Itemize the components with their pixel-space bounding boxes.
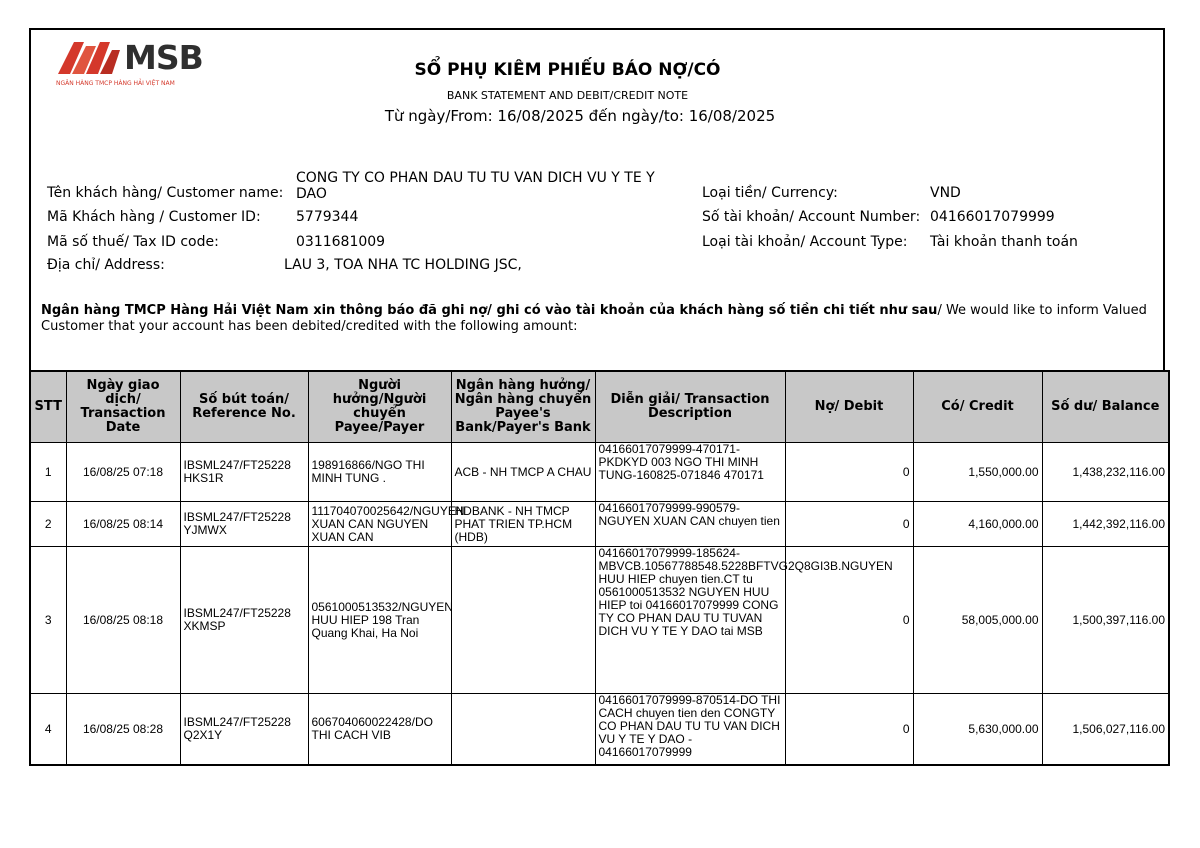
cell-debit: 0 [785,547,913,694]
header-desc: Diễn giải/ Transaction Description [595,371,785,443]
cell-credit: 1,550,000.00 [913,443,1042,502]
customer-name-value-line2: DAO [296,186,327,202]
account-number-label: Số tài khoản/ Account Number: [702,209,921,225]
cell-desc: 04166017079999-990579-NGUYEN XUAN CAN chuyen tien [595,502,785,547]
table-header-row [30,371,1169,443]
address-value: LAU 3, TOA NHA TC HOLDING JSC, [284,257,522,273]
cell-desc: 04166017079999-185624-MBVCB.10567788548.5228BFTVG2Q8GI3B.NGUYEN HUU HIEP chuyen tien.CT tu 0561000513532 NGUYEN HUU HIEP toi 04166017079999 CONG TY CO PHAN DAU TU TUVAN DICH VU Y TE Y DAO tai MSB [595,547,785,694]
header-ref: Số bút toán/ Reference No. [180,371,308,443]
cell-ref: IBSML247/FT25228 Q2X1Y [180,694,308,766]
cell-balance: 1,500,397,116.00 [1042,547,1169,694]
table-row [30,443,1169,502]
account-number-value: 04166017079999 [930,209,1055,225]
notice-english: / We would like to inform Valued Customer that your account has been debited/credited with the following amount: [41,303,1147,334]
header-payee: Người hưởng/Người chuyển Payee/Payer [308,371,451,443]
cell-bank [451,547,595,694]
cell-bank [451,694,595,766]
header-debit: Nợ/ Debit [785,371,913,443]
address-label: Địa chỉ/ Address: [47,257,165,273]
cell-stt: 1 [30,443,66,502]
customer-name-label: Tên khách hàng/ Customer name: [47,185,284,201]
cell-debit: 0 [785,502,913,547]
cell-payee: 198916866/NGO THI MINH TUNG . [308,443,451,502]
logo-wordmark: MSB [124,38,203,77]
page-subtitle: BANK STATEMENT AND DEBIT/CREDIT NOTE [446,89,689,102]
account-type-label: Loại tài khoản/ Account Type: [702,234,908,250]
cell-desc: 04166017079999-470171-PKDKYD 003 NGO THI MINH TUNG-160825-071846 470171 [595,443,785,502]
cell-date: 16/08/25 07:18 [66,443,180,502]
cell-date: 16/08/25 08:14 [66,502,180,547]
cell-balance: 1,506,027,116.00 [1042,694,1169,766]
cell-ref: IBSML247/FT25228 HKS1R [180,443,308,502]
cell-date: 16/08/25 08:18 [66,547,180,694]
cell-payee: 0561000513532/NGUYEN HUU HIEP 198 Tran Quang Khai, Ha Noi [308,547,451,694]
cell-balance: 1,442,392,116.00 [1042,502,1169,547]
table-row [30,694,1169,766]
notice-bold: Ngân hàng TMCP Hàng Hải Việt Nam xin thông báo đã ghi nợ/ ghi có vào tài khoản của khách hàng số tiền chi tiết như sau [41,303,938,318]
cell-bank: ACB - NH TMCP A CHAU [451,443,595,502]
cell-credit: 4,160,000.00 [913,502,1042,547]
table-row [30,502,1169,547]
cell-date: 16/08/25 08:28 [66,694,180,766]
header-balance: Số dư/ Balance [1042,371,1169,443]
tax-id-value: 0311681009 [296,234,386,250]
customer-name-value-line1: CONG TY CO PHAN DAU TU TU VAN DICH VU Y TE Y [296,170,655,186]
currency-value: VND [930,185,961,201]
notice-text [41,303,1161,335]
cell-desc: 04166017079999-870514-DO THI CACH chuyen tien den CONGTY CO PHAN DAU TU TU VAN DICH VU Y TE Y DAO - 04166017079999 [595,694,785,766]
account-type-value: Tài khoản thanh toán [930,234,1078,250]
cell-bank: HDBANK - NH TMCP PHAT TRIEN TP.HCM (HDB) [451,502,595,547]
logo-tagline: NGÂN HÀNG TMCP HÀNG HẢI VIỆT NAM [56,80,175,87]
cell-stt: 3 [30,547,66,694]
header-bank: Ngân hàng hưởng/ Ngân hàng chuyển Payee's Bank/Payer's Bank [451,371,595,443]
date-range: Từ ngày/From: 16/08/2025 đến ngày/to: 16/08/2025 [384,107,776,125]
cell-credit: 58,005,000.00 [913,547,1042,694]
customer-id-label: Mã Khách hàng / Customer ID: [47,209,261,225]
cell-payee: 606704060022428/DO THI CACH VIB [308,694,451,766]
cell-payee: 111704070025642/NGUYEN XUAN CAN NGUYEN XUAN CAN [308,502,451,547]
cell-debit: 0 [785,694,913,766]
currency-label: Loại tiền/ Currency: [702,185,838,201]
header-credit: Có/ Credit [913,371,1042,443]
cell-credit: 5,630,000.00 [913,694,1042,766]
cell-debit: 0 [785,443,913,502]
header-stt: STT [30,371,66,443]
page-title: SỔ PHỤ KIÊM PHIẾU BÁO NỢ/CÓ [414,60,721,80]
header-date: Ngày giao dịch/ Transaction Date [66,371,180,443]
cell-balance: 1,438,232,116.00 [1042,443,1169,502]
cell-ref: IBSML247/FT25228 XKMSP [180,547,308,694]
cell-stt: 4 [30,694,66,766]
cell-stt: 2 [30,502,66,547]
transactions-table [29,370,1170,766]
table-row [30,547,1169,694]
tax-id-label: Mã số thuế/ Tax ID code: [47,234,219,250]
customer-id-value: 5779344 [296,209,359,225]
cell-ref: IBSML247/FT25228 YJMWX [180,502,308,547]
